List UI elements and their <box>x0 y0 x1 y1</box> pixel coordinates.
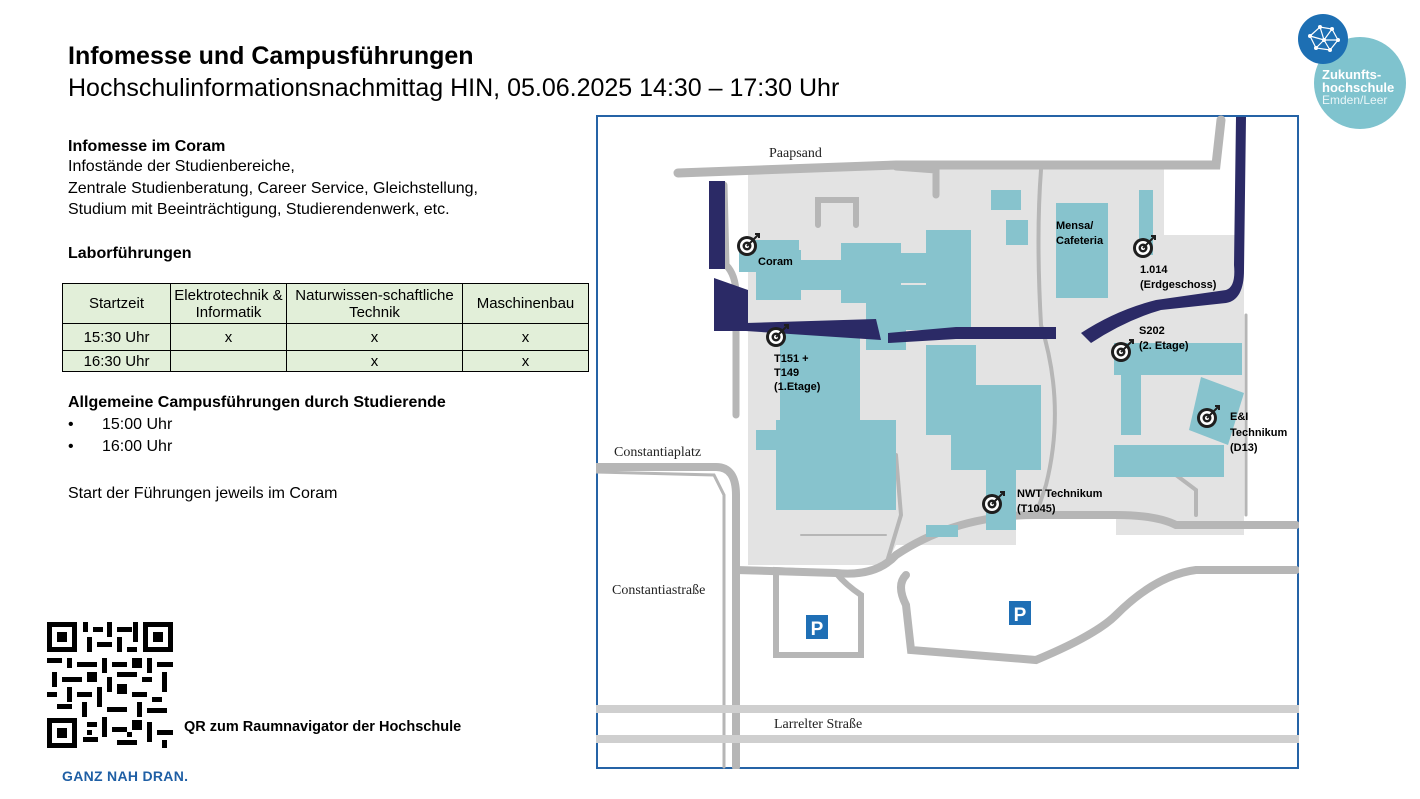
table-cell: x <box>463 351 589 372</box>
infomesse-line: Infostände der Studienbereiche, <box>68 158 295 175</box>
tour-time: 15:00 Uhr <box>102 416 173 433</box>
table-cell <box>171 351 287 372</box>
logo-text <box>1322 68 1394 107</box>
table-header-cell: Naturwissen-schaftliche Technik <box>287 284 463 324</box>
logo-line: hochschule <box>1322 80 1395 95</box>
campus-heading: Allgemeine Campusführungen durch Studierende <box>68 394 446 411</box>
location-label: T149 <box>774 367 800 379</box>
table-row <box>63 351 589 372</box>
table-cell: x <box>463 324 589 351</box>
location-label: Cafeteria <box>1056 235 1104 247</box>
location-label: S202 <box>1139 325 1165 337</box>
parking-icon <box>806 615 828 640</box>
parking-symbol: P <box>1013 605 1027 626</box>
table-header-cell: Maschinenbau <box>463 284 589 324</box>
list-item <box>68 436 446 458</box>
street-label: Paapsand <box>769 146 822 161</box>
location-label: T151 + <box>774 353 809 365</box>
location-label: Coram <box>758 256 793 268</box>
location-label: NWT Technikum <box>1017 488 1103 500</box>
infomesse-heading: Infomesse im Coram <box>68 138 226 155</box>
bullet: • <box>68 437 74 455</box>
logo-line: Emden/Leer <box>1322 93 1388 107</box>
qr-label: QR zum Raumnavigator der Hochschule <box>184 719 462 735</box>
table-cell: x <box>171 324 287 351</box>
location-label: (D13) <box>1230 442 1258 454</box>
location-label: 1.014 <box>1140 264 1168 276</box>
table-header-cell: Elektrotechnik & Informatik <box>171 284 287 324</box>
infomesse-line: Zentrale Studienberatung, Career Service, Gleichstellung, <box>68 179 478 197</box>
infomesse-line: Studium mit Beeinträchtigung, Studierendenwerk, etc. <box>68 201 450 218</box>
page-title: Infomesse und Campusführungen <box>68 42 474 70</box>
laborfuehrungen-table <box>62 283 589 372</box>
table-cell: 15:30 Uhr <box>63 324 171 351</box>
logo-line: Zukunfts- <box>1322 67 1382 82</box>
location-label: (1.Etage) <box>774 381 821 393</box>
tour-time: 16:00 Uhr <box>102 437 173 455</box>
laborfuehrungen-heading: Laborführungen <box>68 245 192 262</box>
street-label: Larrelter Straße <box>774 717 863 732</box>
table-cell: x <box>287 324 463 351</box>
parking-icon <box>1009 601 1031 626</box>
table-cell: 16:30 Uhr <box>63 351 171 372</box>
street-label: Constantiaplatz <box>614 445 702 460</box>
table-cell: x <box>287 351 463 372</box>
location-label: (2. Etage) <box>1139 340 1189 352</box>
table-header-row <box>63 284 589 324</box>
location-label: E&I <box>1230 411 1249 423</box>
location-label: (Erdgeschoss) <box>1140 279 1217 291</box>
start-note: Start der Führungen jeweils im Coram <box>68 485 338 502</box>
list-item <box>68 414 446 436</box>
campus-section <box>68 394 446 457</box>
tagline: GANZ NAH DRAN. <box>62 768 189 784</box>
location-label: Technikum <box>1230 427 1288 439</box>
page-subtitle: Hochschulinformationsnachmittag HIN, 05.06.2025 14:30 – 17:30 Uhr <box>68 74 840 102</box>
table-row <box>63 324 589 351</box>
location-label: (T1045) <box>1017 503 1056 515</box>
qr-code[interactable] <box>47 622 173 748</box>
infomesse-section <box>68 138 568 221</box>
bullet: • <box>68 416 74 433</box>
location-label: Mensa/ <box>1056 220 1094 232</box>
table-header-cell: Startzeit <box>63 284 171 324</box>
street-label: Constantiastraße <box>612 583 706 598</box>
parking-symbol: P <box>810 619 824 640</box>
campus-map[interactable] <box>596 115 1299 769</box>
